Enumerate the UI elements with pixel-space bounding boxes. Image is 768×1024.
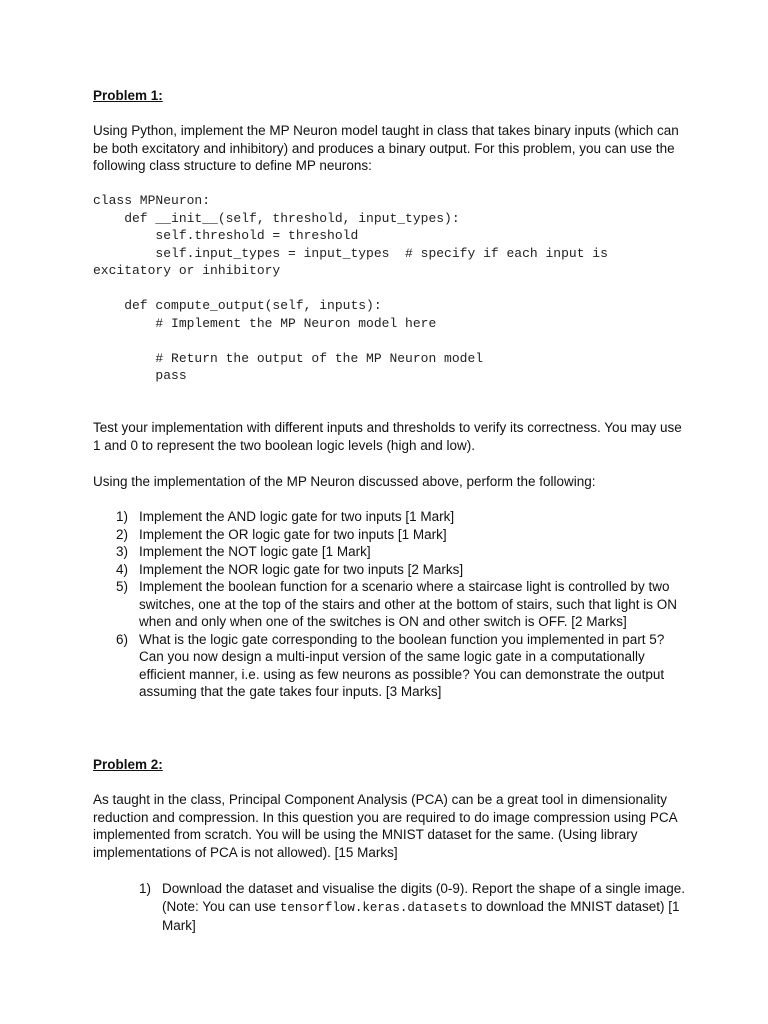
list-item	[93, 578, 679, 631]
code-line: def compute_output(self, inputs):	[93, 298, 382, 313]
problem1-intro: Using Python, implement the MP Neuron model taught in class that takes binary inputs (which can be both excitatory and inhibitory) and produces a binary output. For this problem, you can use the following class structure to define MP neurons:	[93, 123, 679, 173]
list-number: 1)	[116, 509, 129, 524]
problem2-heading: Problem 2:	[93, 757, 163, 772]
list-item	[93, 526, 679, 544]
list-text: Implement the OR logic gate for two inputs [1 Mark]	[139, 526, 447, 542]
list-number: 2)	[116, 526, 129, 542]
list-number: 6)	[116, 631, 129, 647]
list-text: Implement the NOT logic gate [1 Mark]	[139, 544, 371, 559]
code-line: pass	[93, 368, 187, 383]
list-text: Implement the AND logic gate for two inputs [1 Mark]	[139, 509, 455, 524]
code-line: excitatory or inhibitory	[93, 263, 281, 278]
code-line	[93, 332, 608, 350]
list-text: to download the MNIST dataset) [1 Mark]	[162, 898, 680, 933]
list-item	[139, 880, 692, 935]
code-line: # Return the output of the MP Neuron model	[93, 350, 484, 366]
list-item	[93, 508, 679, 526]
code-line: self.input_types = input_types # specify if each input is	[93, 245, 608, 261]
code-line	[93, 280, 608, 298]
list-text: Implement the NOR logic gate for two inputs [2 Marks]	[139, 561, 464, 577]
code-line: self.threshold = threshold	[93, 228, 359, 243]
problem1-task-list	[93, 508, 679, 701]
problem1-test-text: Test your implementation with different inputs and thresholds to verify its correctness. You may use 1 and 0 to represent the two boolean logic levels (high and low).	[93, 420, 682, 453]
list-number: 1)	[139, 881, 152, 896]
list-number: 3)	[116, 544, 129, 559]
list-text: Download the dataset and visualise the digits (0-9). Report the shape of a single image. (Note: You can use	[162, 881, 686, 914]
code-line: class MPNeuron:	[93, 193, 211, 208]
problem2-task-list	[139, 880, 692, 935]
list-number: 4)	[116, 561, 129, 577]
list-item	[93, 543, 679, 561]
problem1-perform-text: Using the implementation of the MP Neuron discussed above, perform the following:	[93, 474, 596, 489]
list-text: What is the logic gate corresponding to the boolean function you implemented in part 5? Can you now design a multi-input version of the same logic gate in a computationally efficient manner, i.e. using as few neurons as possible? You can demonstrate the output assuming that the gate takes four inputs. [3 Marks]	[139, 631, 665, 699]
list-item	[93, 561, 679, 579]
list-item	[93, 631, 679, 701]
inline-code: tensorflow.keras.datasets	[279, 900, 468, 915]
list-number: 5)	[116, 579, 129, 594]
code-block	[93, 192, 608, 385]
problem2-intro: As taught in the class, Principal Component Analysis (PCA) can be a great tool in dimensionality reduction and compression. In this question you are required to do image compression using PCA implemented from scratch. You will be using the MNIST dataset for the same. (Using library implementations of PCA is not allowed). [15 Marks]	[93, 792, 677, 860]
problem1-heading: Problem 1:	[93, 88, 163, 103]
list-text: Implement the boolean function for a scenario where a staircase light is controlled by two switches, one at the top of the stairs and other at the bottom of stairs, such that light is ON when and only when one of the switches is ON and other switch is OFF. [2 Marks]	[139, 579, 678, 629]
code-line: # Implement the MP Neuron model here	[93, 315, 437, 331]
code-line: def __init__(self, threshold, input_types):	[93, 210, 460, 226]
